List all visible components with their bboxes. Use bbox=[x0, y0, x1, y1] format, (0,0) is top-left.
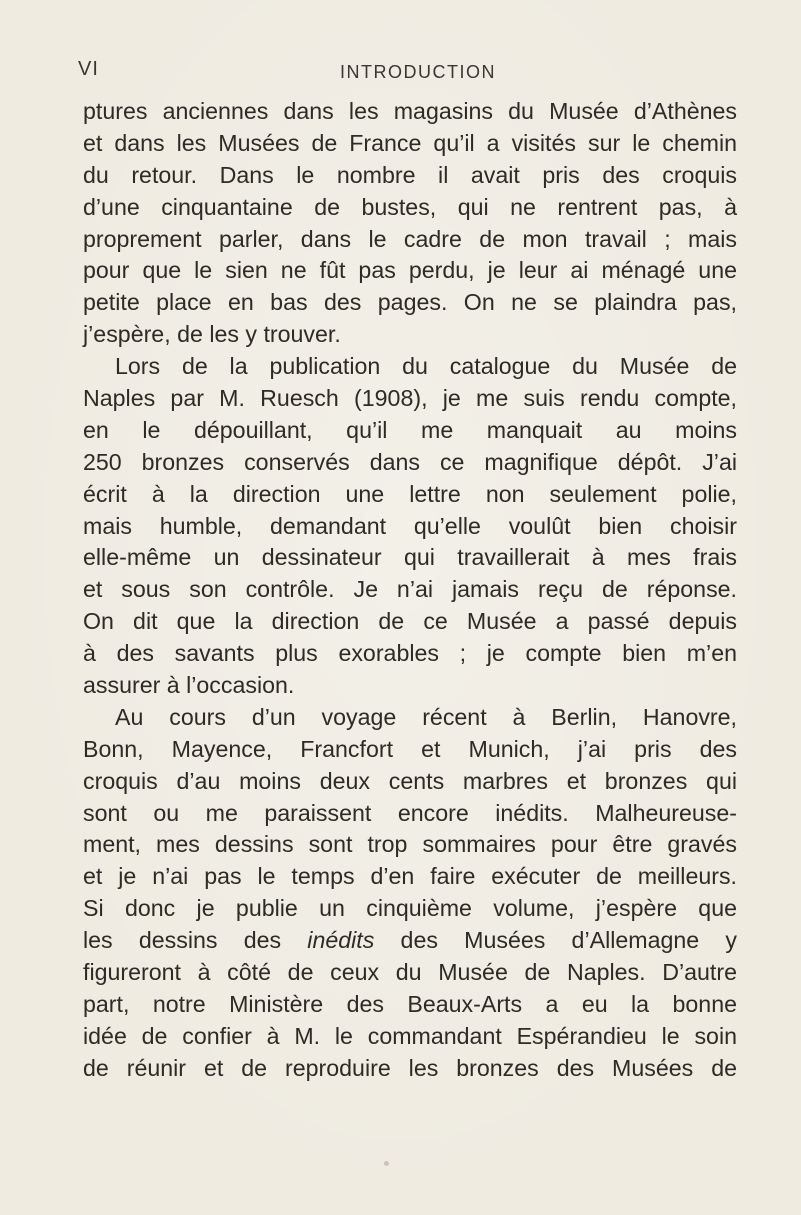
text-line: pour que le sien ne fût pas perdu, je leur ai ménagé une bbox=[83, 257, 737, 284]
page-number: VI bbox=[78, 58, 99, 80]
body-text bbox=[83, 96, 737, 1085]
text-line: Bonn, Mayence, Francfort et Munich, j’ai pris des bbox=[83, 735, 737, 762]
text-line: écrit à la direction une lettre non seulement polie, bbox=[83, 480, 737, 507]
text-line: Si donc je publie un cinquième volume, j’espère que bbox=[83, 895, 737, 922]
text-line: croquis d’au moins deux cents marbres et bronzes qui bbox=[83, 767, 737, 794]
text-line: en le dépouillant, qu’il me manquait au moins bbox=[83, 416, 737, 443]
text-line: j’espère, de les y trouver. bbox=[83, 321, 341, 348]
text-line: proprement parler, dans le cadre de mon travail ; mais bbox=[83, 225, 737, 252]
text-line: de réunir et de reproduire les bronzes des Musées de bbox=[83, 1054, 737, 1081]
text-line: petite place en bas des pages. On ne se plaindra pas, bbox=[83, 289, 737, 316]
text-line: idée de confier à M. le commandant Espérandieu le soin bbox=[83, 1022, 737, 1049]
text-line: à des savants plus exorables ; je compte bien m’en bbox=[83, 640, 737, 667]
text-line: On dit que la direction de ce Musée a passé depuis bbox=[83, 608, 737, 635]
text-line: mais humble, demandant qu’elle voulût bien choisir bbox=[83, 512, 737, 539]
page-speck bbox=[384, 1161, 389, 1166]
text-line: et je n’ai pas le temps d’en faire exécuter de meilleurs. bbox=[83, 863, 737, 890]
text-line: et dans les Musées de France qu’il a visités sur le chemin bbox=[83, 129, 737, 156]
text-line: Au cours d’un voyage récent à Berlin, Hanovre, bbox=[115, 703, 737, 730]
text-line: les dessins des inédits des Musées d’Allemagne y bbox=[83, 927, 737, 954]
text-line: Lors de la publication du catalogue du Musée de bbox=[115, 353, 737, 380]
italic-word: inédits bbox=[307, 927, 375, 954]
text-line: du retour. Dans le nombre il avait pris des croquis bbox=[83, 161, 737, 188]
page-header bbox=[0, 58, 801, 88]
text-line: 250 bronzes conservés dans ce magnifique dépôt. J’ai bbox=[83, 448, 737, 475]
text-line: assurer à l’occasion. bbox=[83, 672, 295, 699]
text-line: sont ou me paraissent encore inédits. Malheureuse- bbox=[83, 799, 737, 826]
text-line: d’une cinquantaine de bustes, qui ne rentrent pas, à bbox=[83, 193, 737, 220]
text-line: et sous son contrôle. Je n’ai jamais reçu de réponse. bbox=[83, 576, 737, 603]
text-line: figureront à côté de ceux du Musée de Naples. D’autre bbox=[83, 959, 737, 986]
text-line: Naples par M. Ruesch (1908), je me suis rendu compte, bbox=[83, 385, 737, 412]
text-line: ment, mes dessins sont trop sommaires pour être gravés bbox=[83, 831, 737, 858]
running-title: INTRODUCTION bbox=[340, 62, 496, 82]
text-line: elle-même un dessinateur qui travaillerait à mes frais bbox=[83, 544, 737, 571]
text-line: ptures anciennes dans les magasins du Musée d’Athènes bbox=[83, 98, 737, 124]
text-line: part, notre Ministère des Beaux-Arts a eu la bonne bbox=[83, 990, 737, 1017]
